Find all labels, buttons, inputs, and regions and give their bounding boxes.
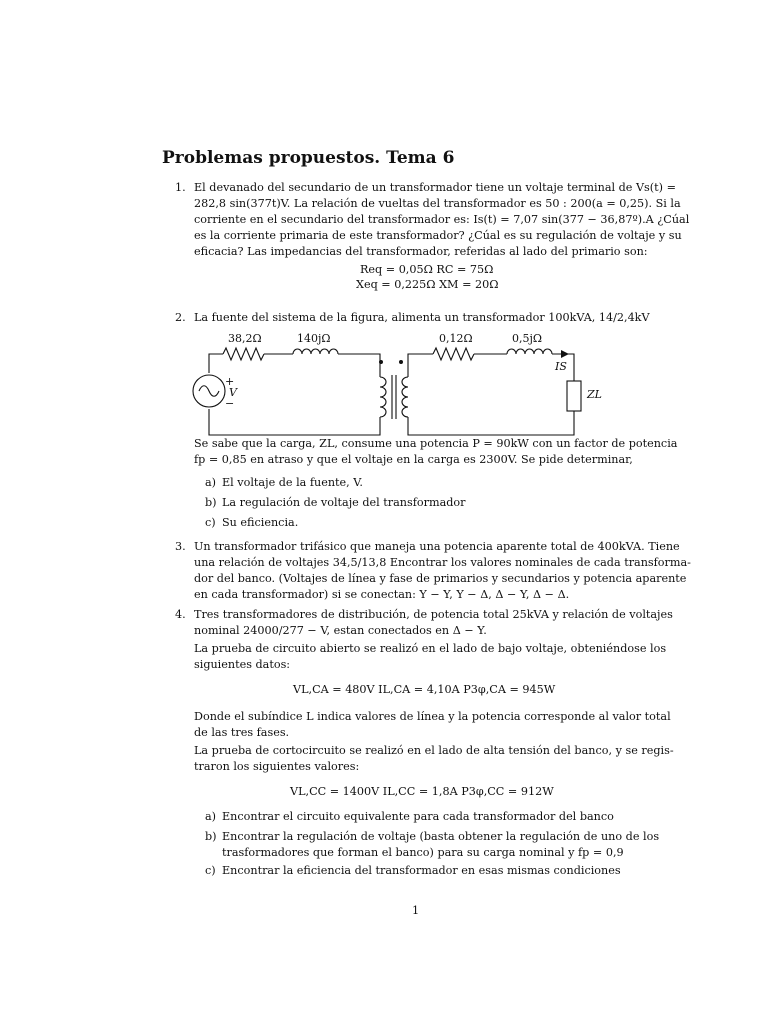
problem-4-item-a: Encontrar el circuito equivalente para cada transformador del banco bbox=[222, 810, 614, 823]
load-impedance bbox=[567, 381, 581, 411]
polarity-dot-secondary bbox=[399, 360, 403, 364]
ac-source-symbol bbox=[199, 386, 219, 397]
problem-3-number: 3. bbox=[175, 540, 186, 553]
problem-4-item-c: Encontrar la eficiencia del transformador en esas mismas condiciones bbox=[222, 864, 621, 877]
problem-2-item-c-label: c) bbox=[205, 516, 216, 529]
problem-4-item-b-line-2: trasformadores que forman el banco) para su carga nominal y fp = 0,9 bbox=[222, 846, 624, 859]
problem-4-item-b-line-1: Encontrar la regulación de voltaje (basta obtener la regulación de uno de los bbox=[222, 830, 660, 843]
problem-4-number: 4. bbox=[175, 608, 186, 621]
transformer-secondary bbox=[402, 377, 408, 417]
problem-4-line-4: siguientes datos: bbox=[194, 658, 291, 671]
problem-1-line-5: eficacia? Las impedancias del transformador, referidas al lado del primario son: bbox=[194, 245, 648, 258]
problem-4-line-5: Donde el subíndice L indica valores de línea y la potencia corresponde al valor total bbox=[194, 710, 671, 723]
minus-label: − bbox=[225, 397, 235, 410]
resistor-r2 bbox=[433, 348, 474, 360]
problem-1-line-1: El devanado del secundario de un transformador tiene un voltaje terminal de Vs(t) = bbox=[194, 181, 676, 194]
source-top-wire bbox=[209, 354, 223, 373]
r2-label: 0,12Ω bbox=[439, 332, 473, 345]
problem-3-line-3: dor del banco. (Voltajes de línea y fase de primarios y secundarios y potencia aparente bbox=[194, 572, 687, 585]
resistor-r1 bbox=[223, 348, 264, 360]
problem-3-line-2: una relación de voltajes 34,5/13,8 Encontrar los valores nominales de cada transforma- bbox=[194, 556, 691, 569]
circuit-diagram bbox=[185, 325, 615, 440]
problem-4-item-c-label: c) bbox=[205, 864, 216, 877]
inductor-x1 bbox=[293, 349, 338, 354]
page-number: 1 bbox=[412, 904, 420, 917]
problem-2-line-1: La fuente del sistema de la figura, alimenta un transformador 100kVA, 14/2,4kV bbox=[194, 311, 650, 324]
polarity-dot-primary bbox=[379, 360, 383, 364]
problem-4-line-2: nominal 24000/277 − V, estan conectados en Δ − Y. bbox=[194, 624, 487, 637]
problem-4-line-8: traron los siguientes valores: bbox=[194, 760, 360, 773]
problem-4-item-b-label: b) bbox=[205, 830, 217, 843]
r1-label: 38,2Ω bbox=[228, 332, 262, 345]
problem-1-line-3: corriente en el secundario del transformador es: Is(t) = 7,07 sin(377 − 36,87º).A ¿Cúal bbox=[194, 213, 690, 226]
transformer-primary bbox=[380, 377, 386, 417]
problem-4-line-7: La prueba de cortocircuito se realizó en el lado de alta tensión del banco, y se regis- bbox=[194, 744, 674, 757]
problem-2-item-b: La regulación de voltaje del transformador bbox=[222, 496, 466, 509]
problem-2-number: 2. bbox=[175, 311, 186, 324]
is-label: IS bbox=[555, 360, 567, 373]
current-arrow bbox=[561, 350, 569, 358]
page-title: Problemas propuestos. Tema 6 bbox=[162, 148, 455, 168]
problem-2-line-2: Se sabe que la carga, ZL, consume una potencia P = 90kW con un factor de potencia bbox=[194, 437, 678, 450]
problem-4-line-3: La prueba de circuito abierto se realizó en el lado de bajo voltaje, obteniéndose los bbox=[194, 642, 667, 655]
problem-1-equation-2: Xeq = 0,225Ω XM = 20Ω bbox=[356, 278, 499, 291]
inductor-x2 bbox=[507, 349, 552, 354]
problem-4-line-1: Tres transformadores de distribución, de potencia total 25kVA y relación de voltajes bbox=[194, 608, 673, 621]
problem-2-item-b-label: b) bbox=[205, 496, 217, 509]
v-label: V bbox=[229, 386, 237, 399]
problem-4-equation-1: VL,CA = 480V IL,CA = 4,10A P3φ,CA = 945W bbox=[293, 683, 556, 696]
problem-2-item-c: Su eficiencia. bbox=[222, 516, 299, 529]
problem-1-number: 1. bbox=[175, 181, 186, 194]
problem-4-item-a-label: a) bbox=[205, 810, 217, 823]
problem-4-equation-2: VL,CC = 1400V IL,CC = 1,8A P3φ,CC = 912W bbox=[290, 785, 554, 798]
problem-2-item-a: El voltaje de la fuente, V. bbox=[222, 476, 363, 489]
problem-2-item-a-label: a) bbox=[205, 476, 217, 489]
problem-1-line-4: es la corriente primaria de este transformador? ¿Cúal es su regulación de voltaje y su bbox=[194, 229, 682, 242]
x2-label: 0,5jΩ bbox=[512, 332, 543, 345]
problem-1-equation-1: Req = 0,05Ω RC = 75Ω bbox=[360, 263, 494, 276]
zl-label: ZL bbox=[587, 388, 602, 401]
problem-3-line-1: Un transformador trifásico que maneja una potencia aparente total de 400kVA. Tiene bbox=[194, 540, 680, 553]
problem-3-line-4: en cada transformador) si se conectan: Y − Y, Y − Δ, Δ − Y, Δ − Δ. bbox=[194, 588, 570, 601]
plus-label: + bbox=[225, 375, 235, 388]
problem-2-line-3: fp = 0,85 en atraso y que el voltaje en la carga es 2300V. Se pide determinar, bbox=[194, 453, 633, 466]
problem-4-line-6: de las tres fases. bbox=[194, 726, 290, 739]
problem-1-line-2: 282,8 sin(377t)V. La relación de vueltas del transformador es 50 : 200(a = 0,25). Si la bbox=[194, 197, 681, 210]
x1-label: 140jΩ bbox=[297, 332, 331, 345]
